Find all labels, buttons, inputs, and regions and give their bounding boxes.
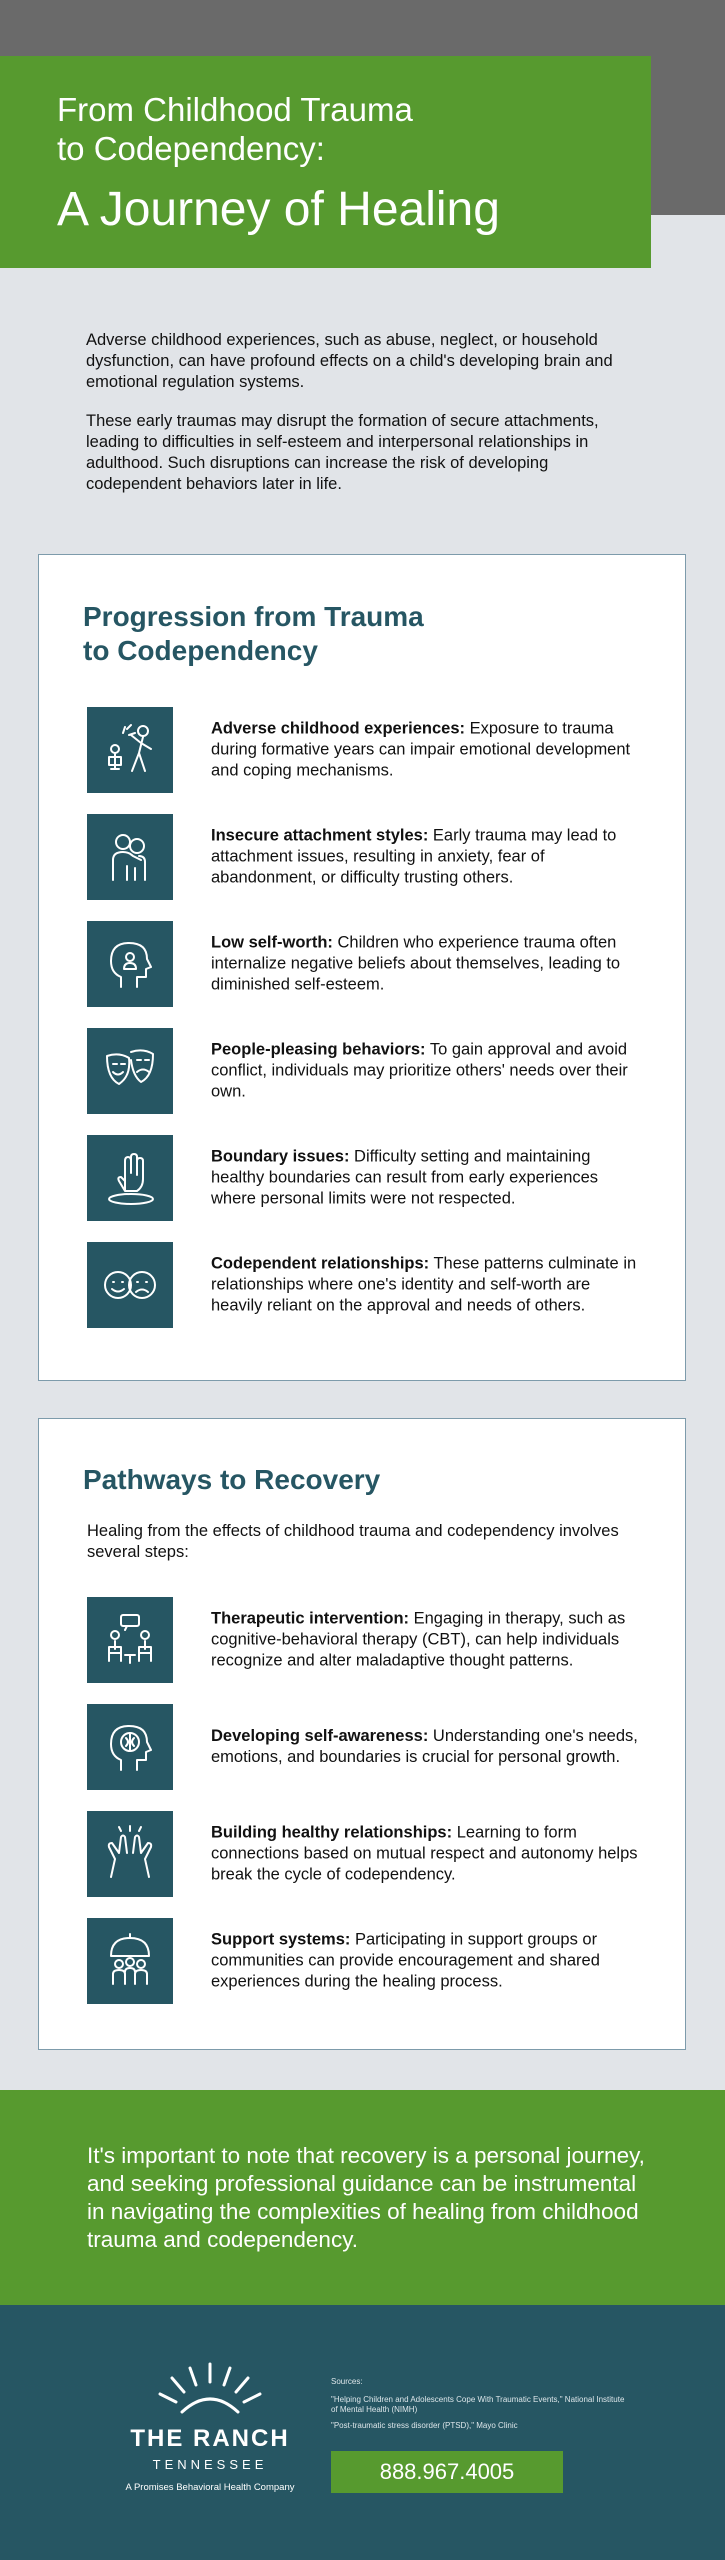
progression-item-text: Boundary issues: Difficulty setting and maintaining healthy boundaries can result from early experiences where personal limits were not respected. [211, 1147, 599, 1208]
progression-item [87, 1028, 647, 1114]
progression-item [87, 814, 647, 900]
progression-item [87, 1242, 647, 1328]
source-item: "Helping Children and Adolescents Cope With Traumatic Events," National Institute of Mental Health (NIMH) [331, 2395, 625, 2414]
recovery-item [87, 1811, 647, 1897]
recovery-item [87, 1597, 647, 1683]
recovery-item-text: Support systems: Participating in support groups or communities can provide encouragement and shared experiences during the healing process. [211, 1930, 600, 1991]
progression-heading: Progression from Trauma to Codependency [83, 601, 424, 666]
progression-item-text: People-pleasing behaviors: To gain approval and avoid conflict, individuals may prioritize others' needs over their own. [211, 1040, 628, 1101]
progression-item [87, 921, 647, 1007]
sources-label: Sources: [331, 2377, 363, 2386]
intro-paragraph-2: These early traumas may disrupt the formation of secure attachments, leading to difficulties in self-esteem and interpersonal relationships in adulthood. Such disruptions can increase the risk of developing codependent behaviors later in life. [86, 412, 599, 493]
trauma-figures-icon [87, 707, 173, 793]
logo-tagline: A Promises Behavioral Health Company [125, 2482, 295, 2493]
closing-note-text: It's important to note that recovery is a personal journey, and seeking professional guidance can be instrumental in navigating the complexities of healing from childhood trauma and codependency. [87, 2143, 645, 2252]
progression-item [87, 1135, 647, 1221]
source-item: "Post-traumatic stress disorder (PTSD)," Mayo Clinic [331, 2421, 518, 2430]
head-brain-icon [87, 1704, 173, 1790]
hero-banner [0, 56, 651, 268]
faces-icon [87, 1242, 173, 1328]
recovery-card [38, 1418, 686, 2050]
masks-icon [87, 1028, 173, 1114]
recovery-item-text: Building healthy relationships: Learning to form connections based on mutual respect and autonomy helps break the cycle of codependency. [211, 1823, 638, 1884]
sunrise-icon [150, 2360, 270, 2416]
progression-item-text: Insecure attachment styles: Early trauma may lead to attachment issues, resulting in anxiety, fear of abandonment, or difficulty trusting others. [211, 826, 617, 887]
therapy-session-icon [87, 1597, 173, 1683]
phone-button[interactable]: 888.967.4005 [331, 2451, 563, 2493]
logo-name: THE RANCH [130, 2425, 290, 2452]
recovery-heading: Pathways to Recovery [83, 1464, 381, 1495]
hero-title-line1: From Childhood Trauma to Codependency: [57, 91, 413, 167]
hand-stop-icon [87, 1135, 173, 1221]
progression-item-text: Low self-worth: Children who experience trauma often internalize negative beliefs about themselves, leading to diminished self-esteem. [211, 933, 621, 994]
footer [0, 2305, 725, 2560]
support-group-icon [87, 1918, 173, 2004]
progression-card [38, 554, 686, 1381]
recovery-item [87, 1704, 647, 1790]
sources [331, 2377, 631, 2437]
progression-item-text: Adverse childhood experiences: Exposure to trauma during formative years can impair emotional development and coping mechanisms. [211, 719, 631, 780]
recovery-item-text: Therapeutic intervention: Engaging in therapy, such as cognitive-behavioral therapy (CBT), can help individuals recognize and alter maladaptive thought patterns. [211, 1609, 626, 1670]
recovery-lead: Healing from the effects of childhood trauma and codependency involves several steps: [87, 1522, 619, 1561]
progression-item [87, 707, 647, 793]
progression-item-text: Codependent relationships: These patterns culminate in relationships where one's identity and self-worth are heavily reliant on the approval and needs of others. [211, 1254, 637, 1315]
embrace-icon [87, 814, 173, 900]
logo-subtitle: TENNESSEE [152, 2457, 268, 2472]
hero-title-line2: A Journey of Healing [57, 183, 500, 236]
head-self-icon [87, 921, 173, 1007]
intro-section [86, 330, 646, 513]
intro-paragraph-1: Adverse childhood experiences, such as abuse, neglect, or household dysfunction, can have profound effects on a child's developing brain and emotional regulation systems. [86, 331, 613, 391]
recovery-item [87, 1918, 647, 2004]
recovery-item-text: Developing self-awareness: Understanding one's needs, emotions, and boundaries is crucial for personal growth. [211, 1727, 638, 1766]
closing-note [0, 2090, 725, 2305]
high-five-icon [87, 1811, 173, 1897]
ranch-logo [100, 2360, 320, 2493]
